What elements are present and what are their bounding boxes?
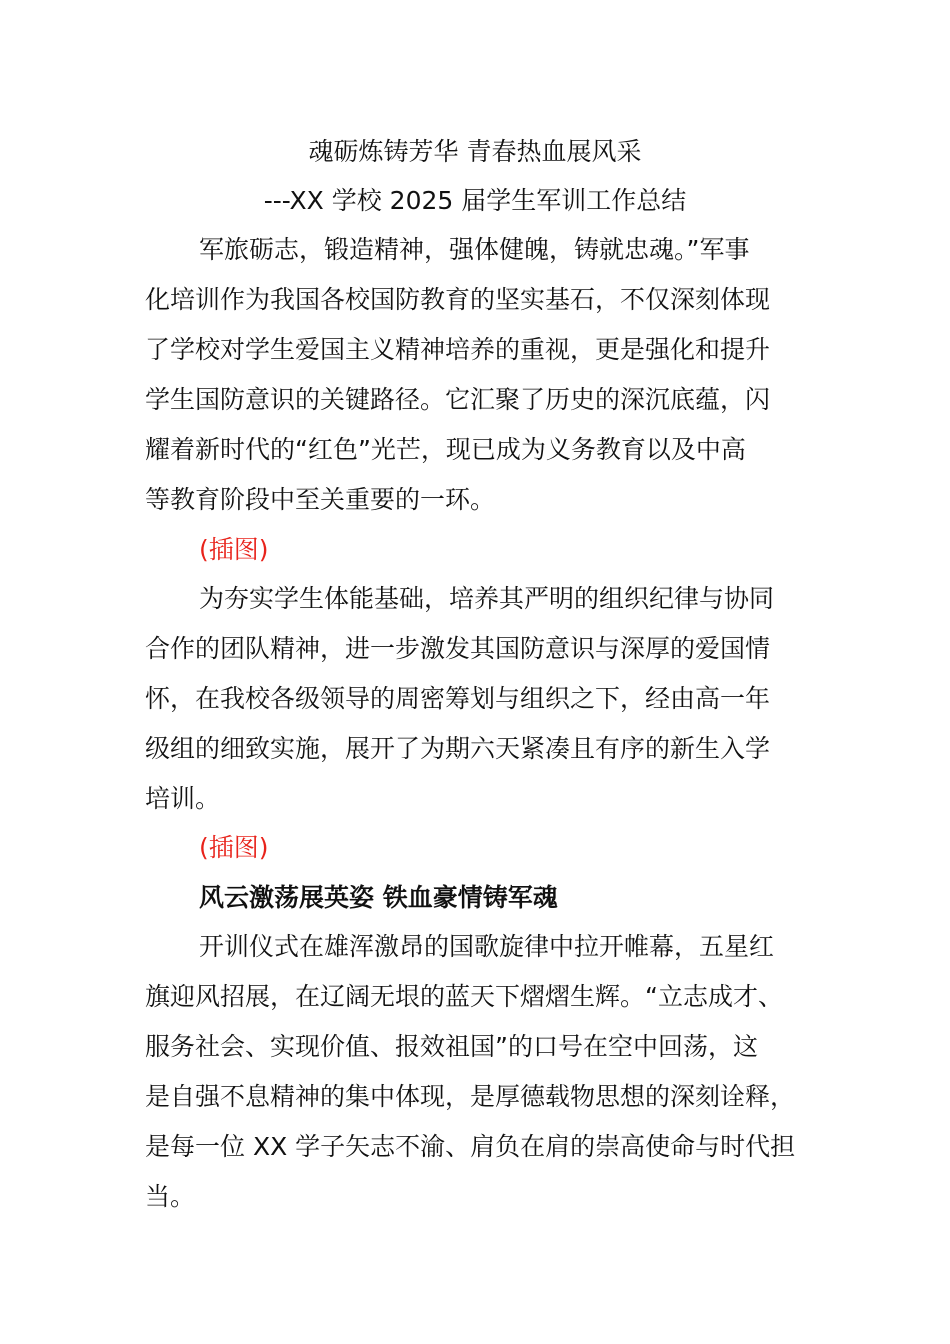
paragraph-line: 是每一位 XX 学子矢志不渝、肩负在肩的崇高使命与时代担 (145, 1132, 796, 1161)
paragraph-line: 服务社会、实现价值、报效祖国”的口号在空中回荡，这 (145, 1032, 758, 1061)
paragraph-line: 化培训作为我国各校国防教育的坚实基石，不仅深刻体现 (145, 285, 771, 314)
section-heading: 风云激荡展英姿 铁血豪情铸军魂 (199, 883, 558, 912)
paragraph-line: 培训。 (145, 784, 221, 813)
paragraph-line: 等教育阶段中至关重要的一环。 (145, 485, 496, 514)
paragraph-line: 耀着新时代的“红色”光芒，现已成为义务教育以及中高 (145, 435, 746, 464)
paragraph-line: 学生国防意识的关键路径。它汇聚了历史的深沉底蕴，闪 (145, 385, 771, 414)
paragraph-line: 当。 (145, 1182, 196, 1211)
paragraph-line: 级组的细致实施，展开了为期六天紧凑且有序的新生入学 (145, 734, 771, 763)
paragraph-line: 是自强不息精神的集中体现，是厚德载物思想的深刻诠释， (145, 1082, 796, 1111)
paragraph-line: 怀，在我校各级领导的周密筹划与组织之下，经由高一年 (145, 684, 771, 713)
paragraph-line: 了学校对学生爱国主义精神培养的重视，更是强化和提升 (145, 335, 771, 364)
document-title: 魂砺炼铸芳华 青春热血展风采 (308, 137, 642, 166)
paragraph-line: 军旅砺志，锻造精神，强体健魄，铸就忠魂。”军事 (199, 235, 750, 264)
paragraph-line: 旗迎风招展，在辽阔无垠的蓝天下熠熠生辉。“立志成才、 (145, 982, 783, 1011)
document-subtitle: ---XX 学校 2025 届学生军训工作总结 (263, 186, 687, 215)
figure-placeholder: (插图) (199, 833, 269, 862)
paragraph-line: 合作的团队精神，进一步激发其国防意识与深厚的爱国情 (145, 634, 771, 663)
paragraph-line: 开训仪式在雄浑激昂的国歌旋律中拉开帷幕，五星红 (199, 932, 775, 961)
paragraph-line: 为夯实学生体能基础，培养其严明的组织纪律与协同 (199, 584, 775, 613)
figure-placeholder: (插图) (199, 535, 269, 564)
